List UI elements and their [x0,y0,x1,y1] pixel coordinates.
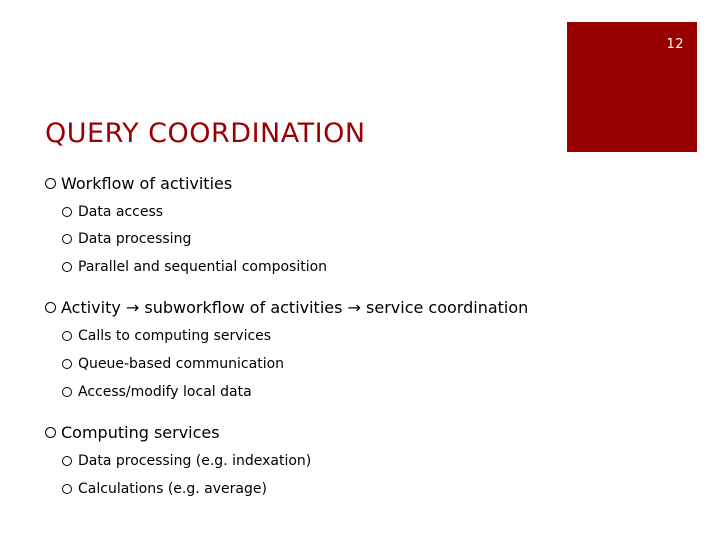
sub-bullet-indexation [62,453,311,469]
hollow-circle-icon [45,427,56,438]
bullet-text: Computing services [61,423,220,442]
sub-bullet-text: Data processing (e.g. indexation) [78,453,312,469]
bullet-computing-services [45,423,220,442]
sub-bullet-calls [62,328,271,344]
hollow-circle-icon [62,456,72,466]
hollow-circle-icon [45,178,56,189]
hollow-circle-icon [62,234,72,244]
bullet-text: Activity → subworkflow of activities → service coordination [61,298,529,317]
hollow-circle-icon [62,484,72,494]
sub-bullet-data-access [62,204,163,220]
sub-bullet-text: Access/modify local data [78,384,252,400]
sub-bullet-text: Calculations (e.g. average) [78,481,267,497]
bullet-activity [45,298,528,317]
sub-bullet-text: Parallel and sequential composition [78,259,328,275]
hollow-circle-icon [62,359,72,369]
sub-bullet-calculations [62,481,267,497]
sub-bullet-text: Calls to computing services [78,328,272,344]
bullet-workflow [45,174,232,193]
hollow-circle-icon [62,262,72,272]
sub-bullet-text: Data access [78,204,164,220]
hollow-circle-icon [62,387,72,397]
sub-bullet-composition [62,259,327,275]
hollow-circle-icon [45,302,56,313]
sub-bullet-local-data [62,384,252,400]
sub-bullet-text: Queue-based communication [78,356,285,372]
sub-bullet-data-processing [62,231,191,247]
sub-bullet-text: Data processing [78,231,192,247]
sub-bullet-queue [62,356,284,372]
slide-title: QUERY COORDINATION [45,118,366,149]
slide-number-box [567,22,697,152]
slide-number: 12 [666,37,684,52]
bullet-text: Workflow of activities [61,174,233,193]
hollow-circle-icon [62,207,72,217]
hollow-circle-icon [62,331,72,341]
